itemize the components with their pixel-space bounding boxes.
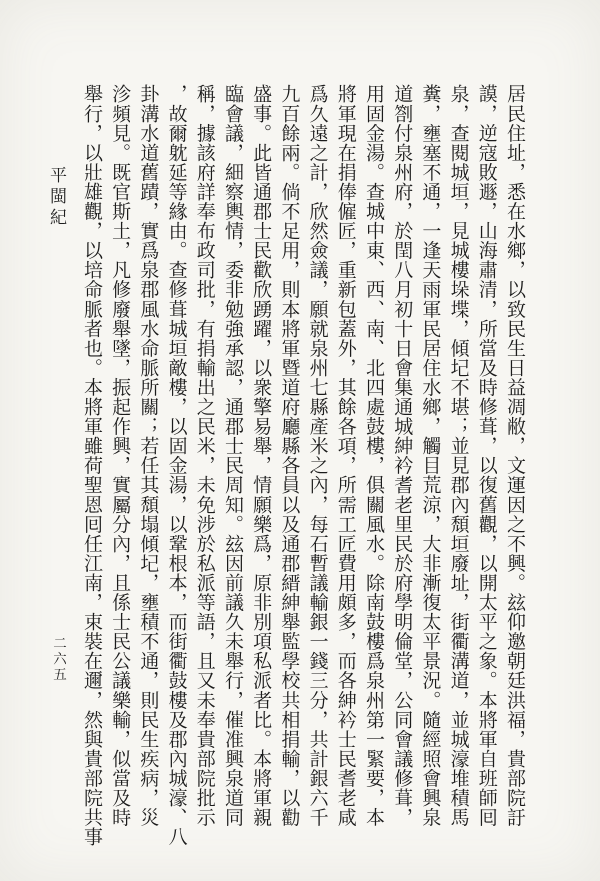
text-column-12: 稱，據該府詳奉布政司批，有捐輸出之民米，未免涉於私派等語，且又未奉貴部院批示 bbox=[193, 84, 215, 827]
page-number: 二六五 bbox=[51, 636, 66, 683]
text-column-8: 爲久遠之計，欣然僉議，願就泉州七縣產米之內，每石暫議輸銀一錢三分，共計銀六千 bbox=[306, 84, 328, 827]
text-column-11: 臨會議，細察輿情，委非勉強承認，通郡士民周知。玆因前議久未舉行，催准興泉道同 bbox=[221, 84, 243, 827]
margin-title: 平閩紀 bbox=[47, 166, 66, 229]
text-block bbox=[77, 84, 528, 854]
text-column-5: 道劄付泉州府，於閏八月初十日會集通城紳衿耆老里民於府學明倫堂，公同會議修葺， bbox=[391, 84, 413, 827]
text-column-1: 居民住址，悉在水鄉，以致民生日益凋敝，文運因之不興。玆仰邀朝廷洪福，貴部院訏 bbox=[504, 84, 525, 827]
text-column-9: 九百餘兩。倘不足用，則本將軍暨道府廳縣各員以及通郡縉紳舉監學校共相捐輸，以勸 bbox=[278, 84, 300, 827]
text-column-2: 謨，逆寇敗遯，山海肅清，所當及時修葺，以復舊觀，以開太平之象。本將軍自班師囘 bbox=[475, 84, 497, 827]
text-column-4: 糞，壅塞不通，一逢天雨軍民居住水鄉，觸目荒涼，大非漸復太平景況。隨經照會興泉 bbox=[419, 84, 441, 827]
text-column-10: 盛事。此皆通郡士民歡欣踴躍，以衆擎易舉，情願樂爲，原非別項私派者比。本將軍親 bbox=[250, 84, 272, 827]
text-column-13: ，故爾躭延等緣由。查修葺城垣敵樓，以固金湯，以鞏根本，而街衢鼓樓及郡內城濠、八 bbox=[165, 84, 187, 847]
text-column-7: 將軍現在捐俸僱匠，重新包蓋外，其餘各項，所需工匠費用頗多，而各紳衿士民耆老咸 bbox=[334, 84, 356, 827]
text-column-3: 泉，查閱城垣，見城樓垛堞，傾圮不堪；並見郡內頹垣廢址，街衢溝道，並城濠堆積馬 bbox=[447, 84, 469, 827]
text-column-15: 沴頻見。既官斯土，凡修廢舉墜，振起作興，實屬分內，且係士民公議樂輸，似當及時 bbox=[109, 84, 131, 827]
text-column-6: 用固金湯。查城中東、西、南、北四處鼓樓，俱關風水。除南鼓樓爲泉州第一緊要，本 bbox=[362, 84, 384, 827]
text-column-16: 舉行，以壯雄觀，以培命脈者也。本將軍雖荷聖恩囘任江南，束裝在邇，然與貴部院共事 bbox=[80, 84, 102, 847]
text-column-14: 卦溝水道舊蹟，實爲泉郡風水命脈所關；若任其頹塌傾圮，壅積不通，則民生疾病，災 bbox=[137, 84, 159, 827]
